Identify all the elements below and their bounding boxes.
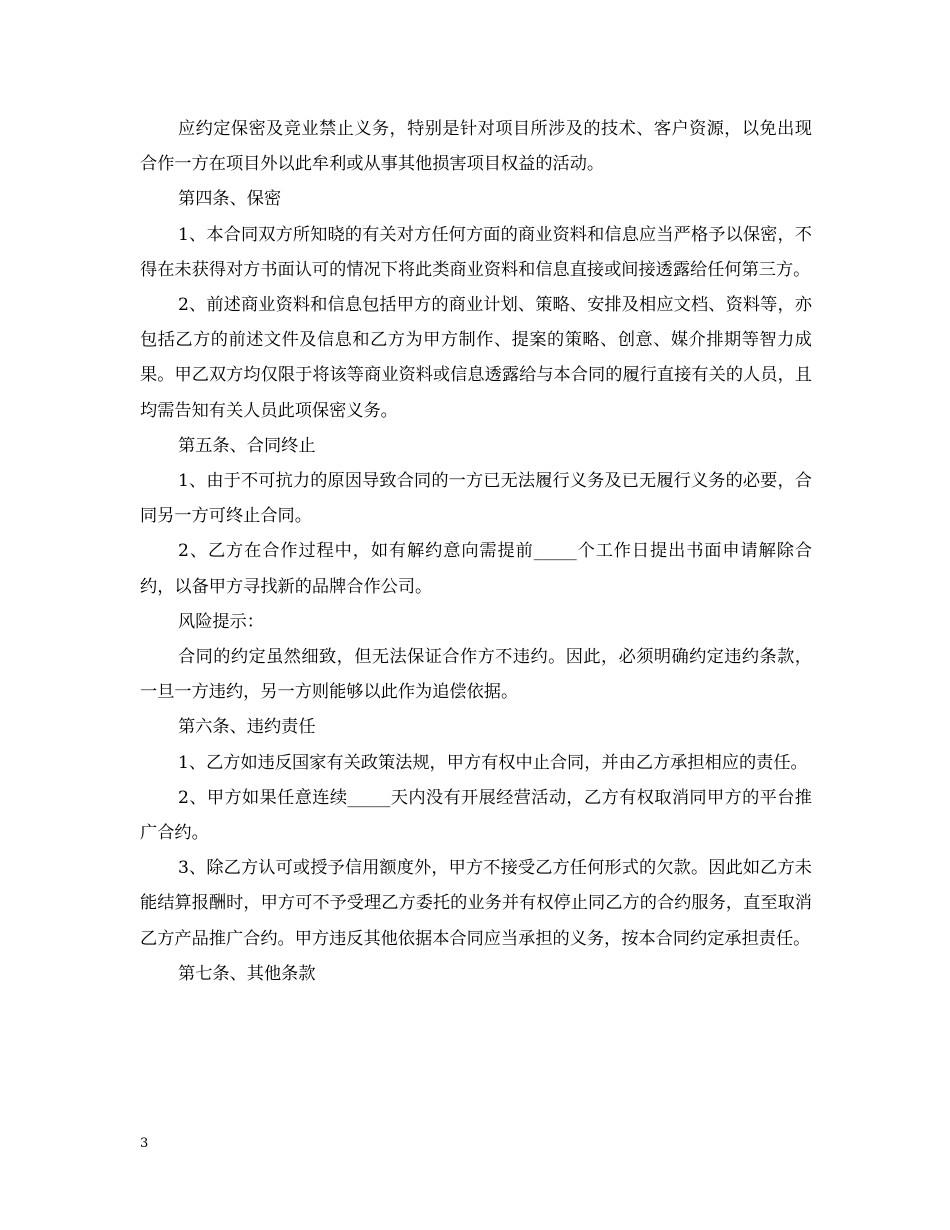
paragraph-article-6-item-3: 3、除乙方认可或授予信用额度外，甲方不接受乙方任何形式的欠款。因此如乙方未能结算报酬时，甲方可不予受理乙方委托的业务并有权停止同乙方的合约服务，直至取消乙方产品推广合约。甲方违反其他依据本合同应当承担的义务，按本合同约定承担责任。 <box>140 858 812 949</box>
page-number: 3 <box>140 1136 149 1151</box>
paragraph-confidentiality-intro: 应约定保密及竞业禁止义务，特别是针对项目所涉及的技术、客户资源，以免出现合作一方在项目外以此牟利或从事其他损害项目权益的活动。 <box>140 119 812 175</box>
heading-article-6: 第六条、违约责任 <box>178 717 316 738</box>
paragraph-article-6-item-2: 2、甲方如果任意连续_____天内没有开展经营活动，乙方有权取消同甲方的平台推广合约。 <box>140 787 812 844</box>
risk-notice-heading: 风险提示： <box>178 611 264 632</box>
document-body <box>140 112 812 992</box>
heading-article-4: 第四条、保密 <box>178 189 282 210</box>
paragraph-article-4-item-1: 1、本合同双方所知晓的有关对方任何方面的商业资料和信息应当严格予以保密，不得在未获得对方书面认可的情况下将此类商业资料和信息直接或间接透露给任何第三方。 <box>140 224 812 280</box>
paragraph-article-4-item-2: 2、前述商业资料和信息包括甲方的商业计划、策略、安排及相应文档、资料等，亦包括乙方的前述文件及信息和乙方为甲方制作、提案的策略、创意、媒介排期等智力成果。甲乙双方均仅限于将该等商业资料或信息透露给与本合同的履行直接有关的人员，且均需告知有关人员此项保密义务。 <box>140 295 812 421</box>
paragraph-article-5-item-1: 1、由于不可抗力的原因导致合同的一方已无法履行义务及已无履行义务的必要，合同另一方可终止合同。 <box>140 471 812 527</box>
heading-article-5: 第五条、合同终止 <box>178 435 316 456</box>
paragraph-article-5-item-2: 2、乙方在合作过程中，如有解约意向需提前_____个工作日提出书面申请解除合约，以备甲方寻找新的品牌合作公司。 <box>140 541 812 597</box>
risk-notice-text: 合同的约定虽然细致，但无法保证合作方不违约。因此，必须明确约定违约条款，一旦一方违约，另一方则能够以此作为追偿依据。 <box>140 647 812 703</box>
paragraph-article-6-item-1: 1、乙方如违反国家有关政策法规，甲方有权中止合同，并由乙方承担相应的责任。 <box>178 752 808 773</box>
heading-article-7: 第七条、其他条款 <box>178 963 316 984</box>
